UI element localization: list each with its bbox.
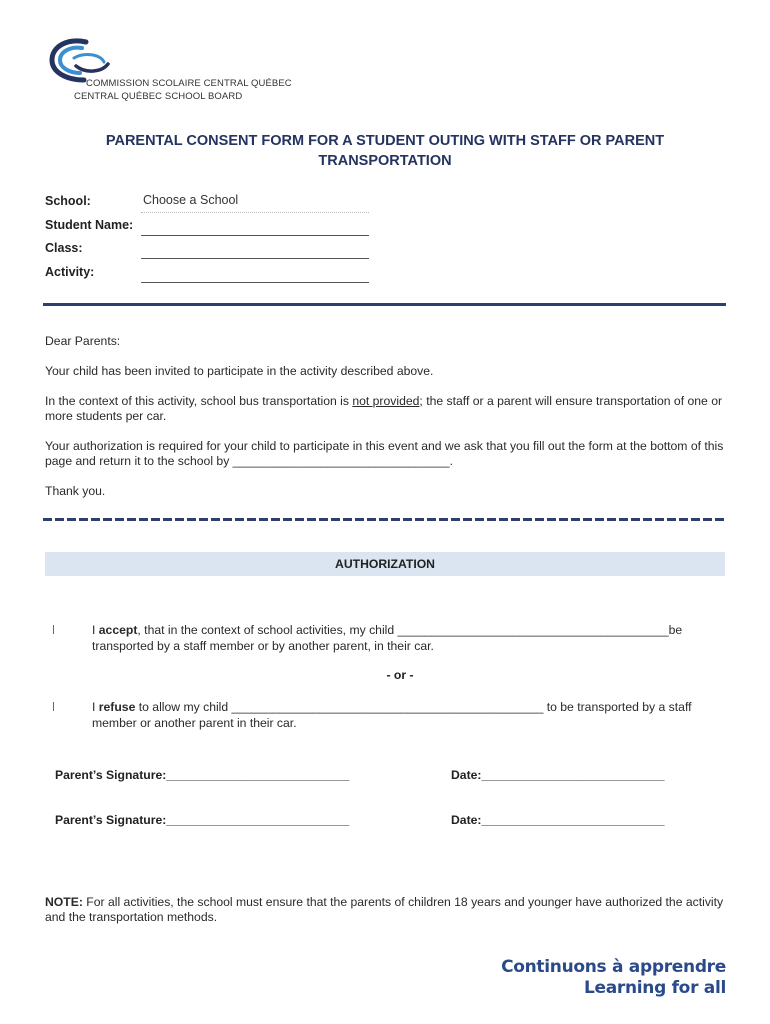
refuse-option-text bbox=[92, 699, 722, 731]
paragraph-authorization-request: Your authorization is required for your child to participate in this event and we ask that you fill out the form at the bottom of this page and return it to the school by ________________________________. bbox=[45, 439, 724, 468]
refuse-post: to allow my child ______________________________________________ to be transported by a staff member or another parent in their car. bbox=[92, 700, 692, 730]
logo-line1: COMMISSION SCOLAIRE CENTRAL QUÉBEC bbox=[86, 78, 292, 89]
accept-checkbox[interactable] bbox=[53, 625, 54, 634]
accept-word: accept bbox=[98, 623, 138, 637]
date-2[interactable]: Date:___________________________ bbox=[451, 813, 665, 827]
activity-label: Activity: bbox=[45, 265, 95, 279]
cut-line bbox=[43, 518, 726, 521]
paragraph-invite: Your child has been invited to participate in the activity described above. bbox=[45, 364, 434, 378]
parent-signature-2[interactable]: Parent’s Signature:___________________________ bbox=[55, 813, 350, 827]
paragraph-transport bbox=[45, 394, 730, 424]
accept-post: , that in the context of school activities, my child ________________________________________be transported by a staff member or by another parent, in their car. bbox=[92, 623, 683, 653]
thank-you: Thank you. bbox=[45, 484, 106, 498]
class-label: Class: bbox=[45, 241, 83, 255]
class-field[interactable] bbox=[141, 258, 369, 259]
note-text: For all activities, the school must ensure that the parents of children 18 years and younger have authorized the activity and the transportation methods. bbox=[45, 895, 724, 924]
school-board-logo bbox=[46, 36, 292, 106]
activity-field[interactable] bbox=[141, 282, 369, 283]
accept-pre: I bbox=[92, 623, 99, 637]
or-separator: - or - bbox=[386, 668, 414, 682]
transport-text-1: In the context of this activity, school bus transportation is bbox=[45, 394, 353, 408]
school-select[interactable]: Choose a School bbox=[143, 193, 239, 207]
not-provided-text: not provided bbox=[352, 394, 420, 408]
transport-text-2: ; the staff or a parent will ensure transportation of one or more students per car. bbox=[45, 394, 723, 423]
date-1[interactable]: Date:___________________________ bbox=[451, 768, 665, 782]
authorization-heading: AUTHORIZATION bbox=[45, 552, 725, 576]
note-label: NOTE: bbox=[45, 895, 83, 909]
refuse-pre: I bbox=[92, 700, 99, 714]
logo-line2: CENTRAL QUÉBEC SCHOOL BOARD bbox=[74, 91, 243, 102]
school-label: School: bbox=[45, 194, 91, 208]
note bbox=[45, 895, 730, 925]
student-name-label: Student Name: bbox=[45, 218, 134, 232]
accept-option-text bbox=[92, 622, 722, 654]
refuse-word: refuse bbox=[98, 700, 136, 714]
parent-signature-1[interactable]: Parent’s Signature:___________________________ bbox=[55, 768, 350, 782]
school-field-line bbox=[141, 212, 369, 213]
refuse-checkbox[interactable] bbox=[53, 702, 54, 711]
form-title: PARENTAL CONSENT FORM FOR A STUDENT OUTING WITH STAFF OR PARENT TRANSPORTATION bbox=[105, 133, 665, 169]
section-divider bbox=[43, 303, 726, 306]
student-name-field[interactable] bbox=[141, 235, 369, 236]
slogan-english: Learning for all bbox=[583, 978, 726, 998]
slogan-french: Continuons à apprendre bbox=[501, 957, 726, 977]
greeting: Dear Parents: bbox=[45, 334, 121, 348]
